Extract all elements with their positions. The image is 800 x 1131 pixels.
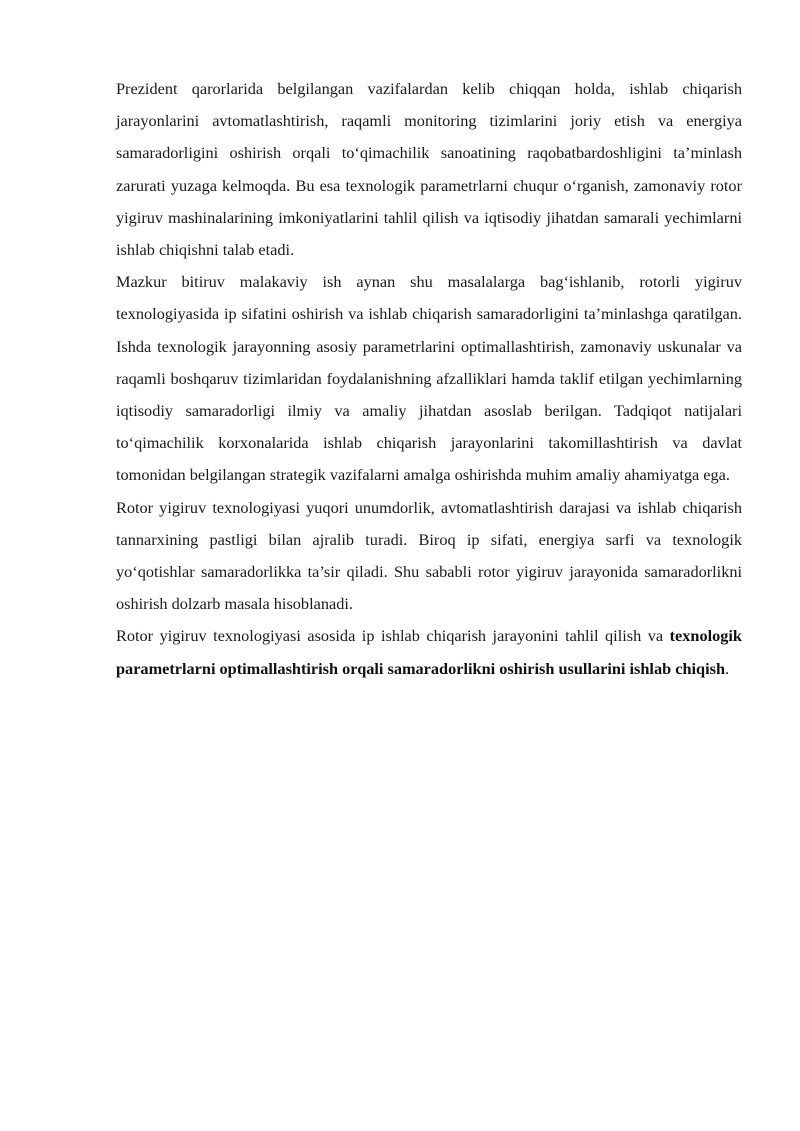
paragraph-4 bbox=[116, 620, 742, 684]
paragraph-2: Mazkur bitiruv malakaviy ish aynan shu masalalarga bag‘ishlanib, rotorli yigiruv texnologiyasida ip sifatini oshirish va ishlab chiqarish samaradorligini ta’minlashga qaratilgan. Ishda texnologik jarayonning asosiy parametrlarini optimallashtirish, zamonaviy uskunalar va raqamli boshqaruv tizimlaridan foydalanishning afzalliklari hamda taklif etilgan yechimlarning iqtisodiy samaradorligi ilmiy va amaliy jihatdan asoslab berilgan. Tadqiqot natijalari to‘qimachilik korxonalarida ishlab chiqarish jarayonlarini takomillashtirish va davlat tomonidan belgilangan strategik vazifalarni amalga oshirishda muhim amaliy ahamiyatga ega. bbox=[116, 272, 742, 485]
document-body bbox=[116, 73, 742, 685]
paragraph-4-text: Rotor yigiruv texnologiyasi asosida ip ishlab chiqarish jarayonini tahlil qilish va bbox=[116, 626, 670, 646]
paragraph-1: Prezident qarorlarida belgilangan vazifalardan kelib chiqqan holda, ishlab chiqarish jarayonlarini avtomatlashtirish, raqamli monitoring tizimlarini joriy etish va energiya samaradorligini oshirish orqali to‘qimachilik sanoatining raqobatbardoshligini ta’minlash zarurati yuzaga kelmoqda. Bu esa texnologik parametrlarni chuqur o‘rganish, zamonaviy rotor yigiruv mashinalarining imkoniyatlarini tahlil qilish va iqtisodiy jihatdan samarali yechimlarni ishlab chiqishni talab etadi. bbox=[116, 79, 742, 260]
paragraph-4-end-text: . bbox=[725, 658, 730, 678]
paragraph-3: Rotor yigiruv texnologiyasi yuqori unumdorlik, avtomatlashtirish darajasi va ishlab chiqarish tannarxining pastligi bilan ajralib turadi. Biroq ip sifati, energiya sarfi va texnologik yo‘qotishlar samaradorlikka ta’sir qiladi. Shu sababli rotor yigiruv jarayonida samaradorlikni oshirish dolzarb masala hisoblanadi. bbox=[116, 497, 742, 614]
paragraph-4-bold-text: texnologik parametrlarni optimallashtirish orqali samaradorlikni oshirish usullarini ishlab chiqish bbox=[116, 626, 742, 678]
